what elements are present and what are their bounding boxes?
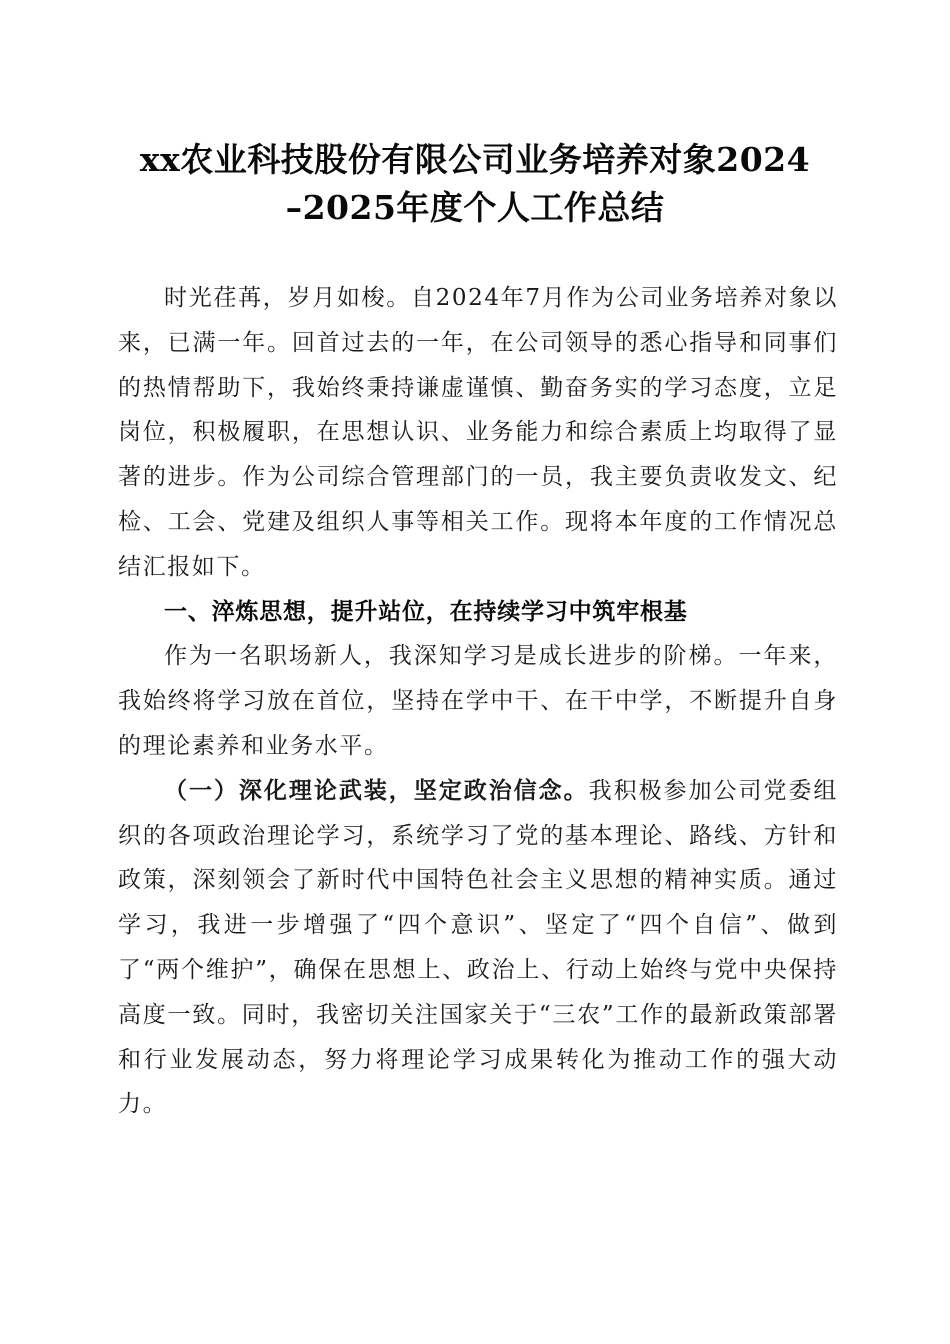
document-title-line-2: –2025年度个人工作总结	[285, 188, 665, 227]
document-title-line-1: xx农业科技股份有限公司业务培养对象2024	[139, 140, 811, 179]
document-body	[118, 276, 838, 1127]
subsection-1-paragraph	[118, 769, 838, 1127]
section-1-heading: 一、淬炼思想，提升站位，在持续学习中筑牢根基	[164, 598, 688, 625]
section-1-paragraph: 作为一名职场新人，我深知学习是成长进步的阶梯。一年来，我始终将学习放在首位，坚持在学中干、在干中学，不断提升自身的理论素养和业务水平。	[118, 643, 838, 759]
subsection-1-body: 我积极参加公司党委组织的各项政治理论学习，系统学习了党的基本理论、路线、方针和政策，深刻领会了新时代中国特色社会主义思想的精神实质。通过学习，我进一步增强了“四个意识”、坚定了“四个自信”、做到了“两个维护”，确保在思想上、政治上、行动上始终与党中央保持高度一致。同时，我密切关注国家关于“三农”工作的最新政策部署和行业发展动态，努力将理论学习成果转化为推动工作的强大动力。	[118, 777, 839, 1118]
intro-paragraph: 时光荏苒，岁月如梭。自2024年7月作为公司业务培养对象以来，已满一年。回首过去的一年，在公司领导的悉心指导和同事们的热情帮助下，我始终秉持谦虚谨慎、勤奋务实的学习态度，立足岗位，积极履职，在思想认识、业务能力和综合素质上均取得了显著的进步。作为公司综合管理部门的一员，我主要负责收发文、纪检、工会、党建及组织人事等相关工作。现将本年度的工作情况总结汇报如下。	[118, 285, 838, 580]
subsection-1-heading: （一）深化理论武装，坚定政治信念。	[164, 776, 589, 804]
